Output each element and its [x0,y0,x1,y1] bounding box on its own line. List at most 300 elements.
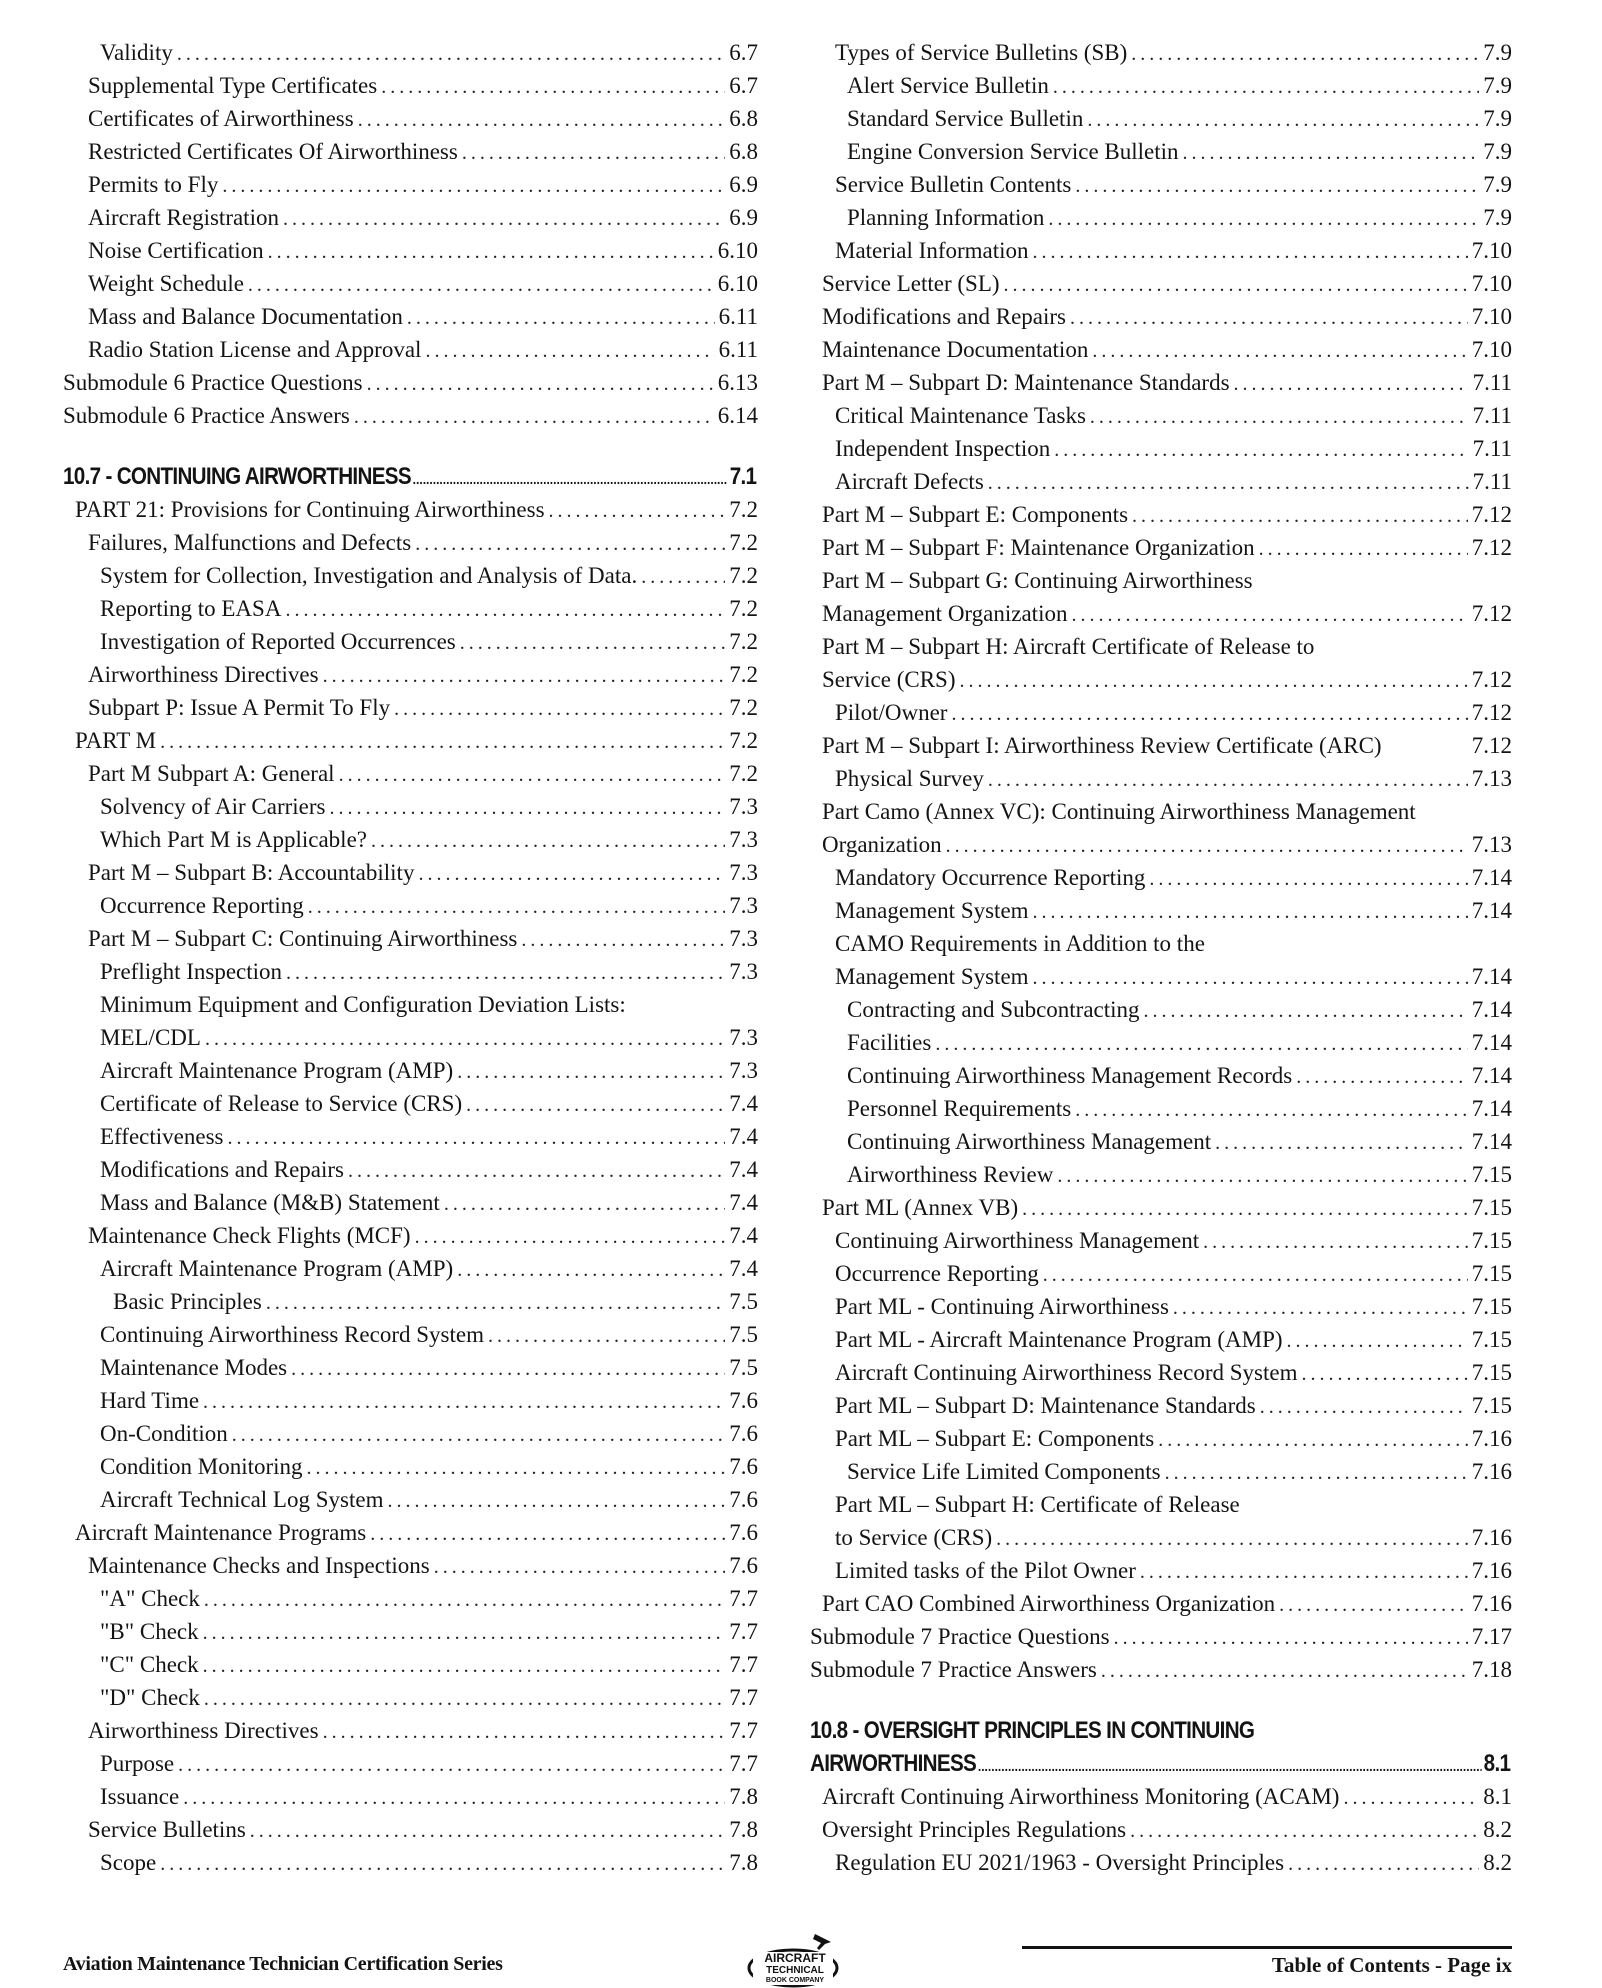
toc-entry-page: 7.10 [1471,337,1512,362]
toc-entry[interactable] [810,432,1512,465]
toc-entry-page: 7.4 [729,1190,758,1215]
toc-entry-title: Material Information [835,238,1029,263]
publisher-logo-icon [745,1930,845,1988]
toc-entry-page: 7.3 [729,893,758,918]
toc-entry[interactable] [63,135,758,168]
toc-entry-page: 7.5 [729,1355,758,1380]
toc-entry-title: CAMO Requirements in Addition to the [835,931,1205,956]
dot-leader [1075,170,1479,203]
toc-entry[interactable] [63,1417,758,1450]
toc-entry-title: PART 21: Provisions for Continuing Airworthiness [75,497,545,522]
dot-leader [1260,1391,1468,1424]
toc-entry[interactable] [810,1191,1512,1224]
toc-entry[interactable] [63,790,758,823]
toc-entry-title: Submodule 6 Practice Questions [63,370,363,395]
toc-entry[interactable] [810,102,1512,135]
toc-entry[interactable] [810,729,1512,762]
toc-entry[interactable] [810,1521,1512,1554]
toc-entry[interactable] [63,922,758,955]
toc-entry[interactable] [810,1224,1512,1257]
toc-entry[interactable] [63,1285,758,1318]
toc-entry-page: 7.8 [729,1817,758,1842]
toc-entry-title: Management Organization [822,601,1068,626]
toc-entry-title: Part ML - Continuing Airworthiness [835,1294,1169,1319]
toc-entry[interactable] [810,894,1512,927]
dot-leader [960,665,1468,698]
toc-entry[interactable] [63,592,758,625]
toc-entry-title: Certificates of Airworthiness [88,106,354,131]
toc-entry-page: 6.7 [729,40,758,65]
toc-entry-title: Mandatory Occurrence Reporting [835,865,1146,890]
toc-entry[interactable] [810,1846,1512,1879]
toc-entry[interactable] [810,1059,1512,1092]
toc-entry-page: 6.9 [729,172,758,197]
toc-entry-title: Contracting and Subcontracting [847,997,1140,1022]
toc-entry[interactable] [810,267,1512,300]
toc-entry[interactable] [63,36,758,69]
dot-leader [1287,1325,1468,1358]
toc-entry[interactable] [63,988,758,1021]
dot-leader [935,1028,1467,1061]
toc-entry[interactable] [63,823,758,856]
toc-entry[interactable] [63,1021,758,1054]
toc-entry[interactable] [63,300,758,333]
toc-entry[interactable] [63,1681,758,1714]
dot-leader [178,1749,725,1782]
toc-entry-title: Solvency of Air Carriers [100,794,326,819]
toc-entry[interactable] [810,1554,1512,1587]
toc-entry-page: 7.18 [1471,1657,1512,1682]
toc-entry-page: 6.10 [717,238,758,263]
toc-entry[interactable] [810,135,1512,168]
dot-leader [1092,335,1467,368]
toc-entry[interactable] [63,1714,758,1747]
section-page: 8.1 [1483,1750,1511,1777]
toc-entry-title: Organization [822,832,942,857]
toc-entry[interactable] [810,1323,1512,1356]
dot-leader [1033,236,1468,269]
toc-entry[interactable] [810,861,1512,894]
section-heading-10-8[interactable] [810,1747,1510,1780]
dot-leader [462,137,725,170]
toc-entry-title: Issuance [100,1784,180,1809]
dot-leader [204,1683,725,1716]
dot-leader [1149,863,1467,896]
toc-entry[interactable] [810,1356,1512,1389]
dot-leader [457,1254,725,1287]
footer-page-label: Table of Contents - Page ix [1271,1953,1512,1977]
toc-entry[interactable] [63,1549,758,1582]
toc-entry-page: 7.4 [729,1157,758,1182]
toc-entry[interactable] [63,1087,758,1120]
toc-entry-title: Part M – Subpart F: Maintenance Organization [822,535,1255,560]
toc-entry-page: 7.17 [1471,1624,1512,1649]
toc-entry-title: Continuing Airworthiness Management [847,1129,1212,1154]
toc-entry[interactable] [63,1384,758,1417]
toc-entry-title: PART M [75,728,157,753]
toc-entry-title: Aircraft Continuing Airworthiness Record System [835,1360,1298,1385]
toc-entry[interactable] [810,696,1512,729]
toc-entry-page: 8.2 [1483,1850,1512,1875]
dot-leader [549,495,726,528]
airplane-icon [813,1934,831,1950]
toc-entry[interactable] [810,795,1512,828]
toc-entry-title: Personnel Requirements [847,1096,1072,1121]
dot-leader [232,1419,725,1452]
toc-entry-title: Scope [100,1850,157,1875]
toc-entry-title: Aircraft Maintenance Program (AMP) [100,1256,454,1281]
toc-entry-title: Aircraft Continuing Airworthiness Monitoring (ACAM) [822,1784,1340,1809]
toc-entry[interactable] [63,1219,758,1252]
dot-leader [425,335,714,368]
section-heading-10-7[interactable] [63,460,756,493]
toc-entry[interactable] [63,1648,758,1681]
toc-entry-page: 7.11 [1472,370,1512,395]
toc-entry[interactable] [810,1488,1512,1521]
toc-entry[interactable] [810,201,1512,234]
dot-leader [521,924,725,957]
toc-entry-page: 7.16 [1471,1591,1512,1616]
toc-entry-title: System for Collection, Investigation and Analysis of Data. [100,563,638,588]
toc-entry[interactable] [63,757,758,790]
dot-leader [266,1287,725,1320]
toc-entry[interactable] [63,168,758,201]
toc-entry[interactable] [810,1455,1512,1488]
toc-entry-title: Occurrence Reporting [835,1261,1039,1286]
toc-entry[interactable] [810,927,1512,960]
toc-entry-page: 7.15 [1471,1360,1512,1385]
toc-entry-page: 6.9 [729,205,758,230]
toc-entry-title: Restricted Certificates Of Airworthiness [88,139,458,164]
toc-entry[interactable] [810,1257,1512,1290]
toc-entry-title: Aircraft Defects [835,469,984,494]
dot-leader [415,528,725,561]
toc-entry-title: MEL/CDL [100,1025,201,1050]
toc-entry-page: 7.10 [1471,238,1512,263]
toc-entry-page: 6.10 [717,271,758,296]
toc-entry-page: 7.9 [1483,40,1512,65]
dot-leader [227,1122,725,1155]
dot-leader [946,830,1468,863]
dot-leader [413,460,728,496]
toc-entry[interactable] [810,1158,1512,1191]
toc-entry-title: Failures, Malfunctions and Defects [88,530,412,555]
toc-entry-title: Service (CRS) [822,667,956,692]
toc-entry[interactable] [810,828,1512,861]
toc-entry[interactable] [63,1780,758,1813]
toc-entry-title: Independent Inspection [835,436,1051,461]
toc-entry[interactable] [810,663,1512,696]
toc-entry-page: 6.13 [717,370,758,395]
dot-leader [1131,38,1479,71]
toc-entry-page: 7.13 [1471,832,1512,857]
dot-leader [203,1617,726,1650]
toc-entry-title: Submodule 7 Practice Answers [810,1657,1097,1682]
toc-entry-page: 6.8 [729,139,758,164]
toc-entry-page: 7.6 [729,1454,758,1479]
toc-entry[interactable] [63,1813,758,1846]
toc-entry-page: 7.12 [1471,502,1512,527]
toc-entry[interactable] [63,1120,758,1153]
dot-leader [1075,1094,1468,1127]
toc-entry-title: Service Bulletins [88,1817,246,1842]
toc-entry-page: 7.10 [1471,304,1512,329]
dot-leader [204,1584,725,1617]
toc-list-10-7-continued [810,36,1512,1686]
toc-entry[interactable] [63,366,758,399]
logo-text-line1: AIRCRAFT [764,1951,826,1965]
toc-entry[interactable] [810,564,1512,597]
dot-leader [381,71,725,104]
toc-entry-page: 7.15 [1471,1195,1512,1220]
toc-entry-title: Maintenance Documentation [822,337,1089,362]
toc-entry[interactable] [810,69,1512,102]
toc-entry-page: 7.16 [1471,1525,1512,1550]
toc-left-column [63,36,758,1879]
toc-entry-title: Weight Schedule [88,271,244,296]
toc-entry-page: 7.15 [1471,1261,1512,1286]
toc-entry-page: 7.15 [1471,1162,1512,1187]
dot-leader [1173,1292,1468,1325]
toc-entry[interactable] [810,531,1512,564]
dot-leader [1043,1259,1468,1292]
toc-entry-page: 7.4 [729,1124,758,1149]
toc-entry-title: Management System [835,898,1029,923]
toc-entry-page: 8.2 [1483,1817,1512,1842]
toc-entry-title: "A" Check [100,1586,200,1611]
toc-entry-page: 7.14 [1471,865,1512,890]
toc-entry-page: 7.9 [1483,73,1512,98]
toc-entry-title: Part ML – Subpart D: Maintenance Standards [835,1393,1256,1418]
toc-entry[interactable] [63,1582,758,1615]
toc-entry[interactable] [810,1780,1512,1813]
toc-entry[interactable] [810,1620,1512,1653]
dot-leader [160,1848,725,1881]
toc-entry[interactable] [63,102,758,135]
toc-entry[interactable] [63,691,758,724]
toc-entry[interactable] [810,1422,1512,1455]
dot-leader [1087,104,1479,137]
toc-entry[interactable] [810,1026,1512,1059]
toc-entry-page: 7.7 [729,1751,758,1776]
dot-leader [205,1023,725,1056]
toc-entry-title: Planning Information [847,205,1045,230]
toc-list-10-7 [63,493,758,1879]
toc-entry[interactable] [810,597,1512,630]
toc-entry[interactable] [810,762,1512,795]
toc-entry[interactable] [810,1125,1512,1158]
toc-entry-page: 7.5 [729,1322,758,1347]
toc-entry-title: Continuing Airworthiness Management [835,1228,1200,1253]
toc-entry[interactable] [63,1615,758,1648]
toc-entry-title: Aircraft Technical Log System [100,1487,384,1512]
toc-entry-title: Part ML – Subpart H: Certificate of Release [835,1492,1240,1517]
toc-entry[interactable] [810,300,1512,333]
dot-leader [394,693,725,726]
toc-entry[interactable] [810,1653,1512,1686]
toc-entry[interactable] [63,724,758,757]
toc-entry[interactable] [63,1747,758,1780]
dot-leader [177,38,725,71]
toc-entry-page: 7.3 [729,959,758,984]
dot-leader [996,1523,1468,1556]
toc-entry[interactable] [63,955,758,988]
dot-leader [1033,962,1468,995]
section-heading-10-8-line1[interactable] [810,1714,1510,1747]
toc-entry[interactable] [63,1483,758,1516]
toc-entry-title: Part M – Subpart G: Continuing Airworthiness [822,568,1253,593]
toc-entry-title: Part M – Subpart E: Components [822,502,1129,527]
toc-entry-page: 8.1 [1483,1784,1512,1809]
toc-entry-title: Part M – Subpart C: Continuing Airworthiness [88,926,518,951]
dot-leader [988,467,1469,500]
toc-entry-title: Critical Maintenance Tasks [835,403,1086,428]
toc-entry[interactable] [810,399,1512,432]
toc-entry-title: Effectiveness [100,1124,224,1149]
toc-entry[interactable] [63,1054,758,1087]
toc-entry-page: 7.3 [729,827,758,852]
toc-entry-title: Mass and Balance (M&B) Statement [100,1190,440,1215]
toc-entry-page: 7.2 [729,530,758,555]
dot-leader [951,698,1467,731]
toc-entry-page: 7.2 [729,728,758,753]
dot-leader [1288,1848,1479,1881]
toc-entry[interactable] [810,333,1512,366]
toc-entry[interactable] [63,559,758,592]
toc-entry-page: 7.4 [729,1223,758,1248]
toc-entry[interactable] [63,658,758,691]
toc-entry-page: 7.14 [1471,1096,1512,1121]
toc-entry-title: Subpart P: Issue A Permit To Fly [88,695,391,720]
dot-leader [1132,500,1468,533]
logo-text-line2: TECHNICAL [766,1965,824,1976]
toc-entry-title: Part M – Subpart B: Accountability [88,860,415,885]
toc-entry[interactable] [63,399,758,432]
toc-entry-title: to Service (CRS) [835,1525,993,1550]
toc-entry-title: Part ML - Aircraft Maintenance Program (AMP) [835,1327,1283,1352]
toc-entry[interactable] [810,366,1512,399]
dot-leader [329,792,725,825]
toc-entry[interactable] [63,69,758,102]
toc-entry-page: 7.14 [1471,898,1512,923]
toc-entry-title: Continuing Airworthiness Record System [100,1322,484,1347]
toc-entry[interactable] [810,960,1512,993]
toc-entry[interactable] [810,1092,1512,1125]
dot-leader [434,1551,726,1584]
toc-entry-page: 7.7 [729,1652,758,1677]
toc-entry[interactable] [810,993,1512,1026]
toc-entry[interactable] [63,1153,758,1186]
toc-entry[interactable] [63,1186,758,1219]
toc-entry[interactable] [810,1587,1512,1620]
toc-entry[interactable] [63,1846,758,1879]
toc-entry[interactable] [63,493,758,526]
dot-leader [641,561,725,594]
toc-entry-title: Aircraft Registration [88,205,279,230]
dot-leader [307,1452,726,1485]
toc-entry-title: Regulation EU 2021/1963 - Oversight Principles [835,1850,1285,1875]
toc-entry[interactable] [63,333,758,366]
toc-entry-page: 7.3 [729,926,758,951]
toc-entry-page: 7.6 [729,1487,758,1512]
toc-entry[interactable] [810,465,1512,498]
toc-entry-title: Submodule 6 Practice Answers [63,403,350,428]
dot-leader [250,1815,725,1848]
toc-entry-page: 7.11 [1472,403,1512,428]
toc-entry[interactable] [63,267,758,300]
toc-entry-page: 7.14 [1471,1129,1512,1154]
toc-entry[interactable] [63,201,758,234]
toc-entry-title: Airworthiness Directives [88,662,319,687]
toc-entry[interactable] [63,1318,758,1351]
toc-entry-page: 7.8 [729,1850,758,1875]
toc-entry-title: Part CAO Combined Airworthiness Organization [822,1591,1276,1616]
toc-entry-page: 7.6 [729,1421,758,1446]
section-title: 10.7 - CONTINUING AIRWORTHINESS [63,463,411,490]
toc-entry-title: Maintenance Checks and Inspections [88,1553,430,1578]
dot-leader [1343,1782,1479,1815]
section-title-line2: AIRWORTHINESS [810,1750,977,1777]
dot-leader [1053,71,1479,104]
toc-entry-title: Modifications and Repairs [100,1157,345,1182]
toc-entry-title: Part Camo (Annex VC): Continuing Airworthiness Management [822,799,1416,824]
toc-entry-title: Physical Survey [835,766,984,791]
toc-entry-title: Which Part M is Applicable? [100,827,367,852]
footer-rule-divider [1022,1946,1512,1949]
toc-entry-title: Part M Subpart A: General [88,761,335,786]
toc-entry[interactable] [810,498,1512,531]
toc-entry-title: Supplemental Type Certificates [88,73,378,98]
toc-entry-title: "C" Check [100,1652,199,1677]
toc-entry[interactable] [63,856,758,889]
toc-list-10-8 [810,1780,1512,1879]
toc-entry[interactable] [63,1351,758,1384]
toc-entry-title: Minimum Equipment and Configuration Deviation Lists: [100,992,626,1017]
toc-entry-title: Modifications and Repairs [822,304,1067,329]
toc-entry[interactable] [63,1450,758,1483]
toc-entry[interactable] [810,168,1512,201]
toc-entry-page: 7.2 [729,596,758,621]
toc-entry[interactable] [810,1290,1512,1323]
toc-entry-page: 6.8 [729,106,758,131]
toc-entry-title: Reporting to EASA [100,596,282,621]
dot-leader [354,401,714,434]
toc-entry[interactable] [63,625,758,658]
dot-leader [1158,1424,1468,1457]
dot-leader [323,660,726,693]
dot-leader [1004,269,1468,302]
dot-leader [415,1221,726,1254]
toc-entry-page: 7.6 [729,1388,758,1413]
toc-entry[interactable] [810,1813,1512,1846]
toc-entry-title: Service Bulletin Contents [835,172,1072,197]
toc-entry[interactable] [810,1389,1512,1422]
toc-entry[interactable] [63,234,758,267]
toc-entry-page: 7.2 [729,761,758,786]
toc-entry[interactable] [810,234,1512,267]
toc-entry-page: 7.11 [1472,436,1512,461]
toc-entry-page: 7.4 [729,1256,758,1281]
toc-entry-page: 7.5 [729,1289,758,1314]
toc-entry[interactable] [63,526,758,559]
toc-entry[interactable] [810,630,1512,663]
dot-leader [367,368,714,401]
toc-entry[interactable] [810,36,1512,69]
toc-entry[interactable] [63,889,758,922]
dot-leader [978,1747,1482,1783]
toc-entry[interactable] [63,1252,758,1285]
toc-entry[interactable] [63,1516,758,1549]
